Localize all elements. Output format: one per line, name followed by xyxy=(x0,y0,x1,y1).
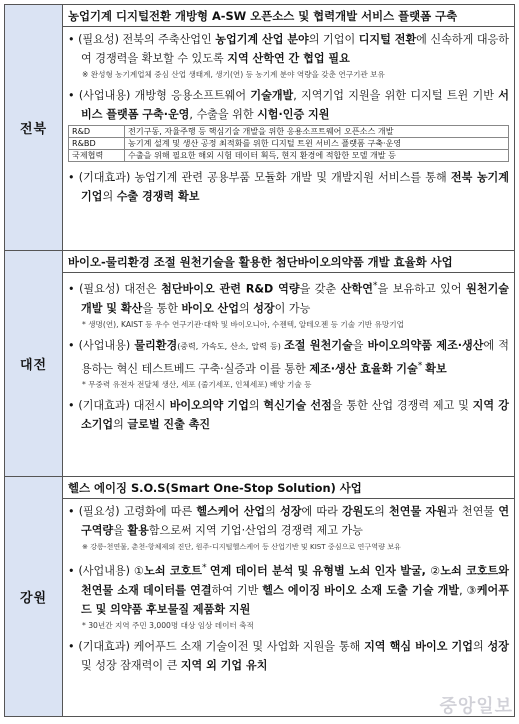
bullet: • xyxy=(68,505,75,518)
bullet: • xyxy=(68,639,75,653)
bullet: • xyxy=(68,171,75,184)
need-paragraph: • (필요성) 대전은 첨단바이오 관련 R&D 역량을 갖춘 산학연*을 보유하고 있어 원천기술 개발 및 확산을 통한 바이오 산업의 성장이 가능 xyxy=(68,280,510,315)
effect-paragraph: • (기대효과) 케어푸드 소재 기술이전 및 사업화 지원을 통해 지역 핵심 바이오 기업의 성장 및 성장 잠재력이 큰 지역 외 기업 유치 xyxy=(68,639,509,672)
content-paragraph: • (사업내용) ①노쇠 코호트* 연계 데이터 분석 및 유형별 노쇠 인자 발굴, ②노쇠 코호트와 천연물 소재 데이터를 연결하여 기반 헬스 에이징 바이오 소재 도출 기술 개발, ③케어푸드 및 의약품 후보물질 제품화 지원 xyxy=(68,562,509,616)
effect-paragraph: • (기대효과) 대전시 바이오의약 기업의 혁신기술 선점을 통한 산업 경쟁력 제고 및 지역 강소기업의 글로벌 진출 촉진 xyxy=(68,399,509,432)
table-row xyxy=(5,477,515,717)
footnote: * 생명(연), KAIST 등 우수 연구기관·대학 및 바이오니아, 수젠텍, 알테오젠 등 기술 기반 유망기업 xyxy=(82,319,404,329)
region-label: 대전 xyxy=(5,251,63,477)
content-cell xyxy=(63,5,515,251)
footnote: ※ 강릉-천연물, 춘천-항체제외 진단, 원주-디지털헬스케어 등 산업기반 및 KIST 중심으로 연구역량 보유 xyxy=(82,542,401,551)
region-label: 전북 xyxy=(5,5,63,251)
content-paragraph: • (사업내용) 개방형 응용소프트웨어 기술개발, 지역기업 지원을 위한 디지털 트윈 기반 서비스 플랫폼 구축·운영, 수출을 위한 시험·인증 지원 xyxy=(68,89,509,121)
detail-row: 국제협력 수출을 위해 필요한 해외 시험 데이터 획득, 현지 환경에 적합한 모델 개발 등 xyxy=(69,150,509,162)
content-paragraph: • (사업내용) 물리환경(중력, 가속도, 산소, 압력 등) 조절 원천기술을 바이오의약품 제조·생산에 적용하는 혁신 테스트베드 구축·실증과 이를 통한 제조·생산 효율화 기술* 확보 xyxy=(68,338,510,376)
detail-table xyxy=(68,125,509,162)
footnote: ※ 완성형 농기계업체 중심 산업 생태계, 생기(연) 등 농기계 분야 역량을 갖춘 연구기관 보유 xyxy=(82,70,385,79)
project-title: 바이오-물리환경 조절 원천기술을 활용한 첨단바이오의약품 개발 효율화 사업 xyxy=(63,251,514,273)
footnote: * 30년간 지역 주민 3,000명 대상 임상 데이터 축적 xyxy=(82,620,254,630)
detail-row: R&D 전기구동, 자율주행 등 핵심기술 개발을 위한 응용소프트웨어 오픈소스 개발 xyxy=(69,126,509,138)
region-label: 강원 xyxy=(5,477,63,717)
bullet: • xyxy=(68,89,75,102)
project-title: 헬스 에이징 S.O.S(Smart One-Stop Solution) 사업 xyxy=(63,477,514,499)
content-cell xyxy=(63,477,515,717)
table-row xyxy=(5,5,515,251)
bullet: • xyxy=(68,33,75,46)
policy-table xyxy=(4,4,515,717)
need-paragraph: • (필요성) 고령화에 따른 헬스케어 산업의 성장에 따라 강원도의 천연물 자원과 천연물 연구역량을 활용함으로써 지역 기업·산업의 경쟁력 제고 가능 xyxy=(68,505,510,537)
content-cell xyxy=(63,251,515,477)
table-row xyxy=(5,251,515,477)
footnote: * 무중력 유전자 전달체 생산, 세포 (줄기세포, 인체세포) 배양 기술 등 xyxy=(82,380,312,390)
watermark-logo: 중앙일보 xyxy=(439,696,513,717)
detail-row: R&BD 농기계 설계 및 생산 공정 최적화를 위한 디지털 트윈 서비스 플랫폼 구축·운영 xyxy=(69,138,509,150)
bullet: • xyxy=(68,564,75,578)
bullet: • xyxy=(68,338,75,352)
bullet: • xyxy=(68,399,75,413)
effect-paragraph: • (기대효과) 농업기계 관련 공용부품 모듈화 개발 및 개발지원 서비스를 통해 전북 농기계 기업의 수출 경쟁력 확보 xyxy=(68,171,509,203)
bullet: • xyxy=(68,282,75,296)
project-title: 농업기계 디지털전환 개방형 A-SW 오픈소스 및 협력개발 서비스 플랫폼 구축 xyxy=(63,5,514,27)
need-paragraph: • (필요성) 전북의 주축산업인 농업기계 산업 분야의 기업이 디지털 전환에 신속하게 대응하여 경쟁력을 확보할 수 있도록 지역 산학연 간 협업 필요 xyxy=(68,33,509,65)
